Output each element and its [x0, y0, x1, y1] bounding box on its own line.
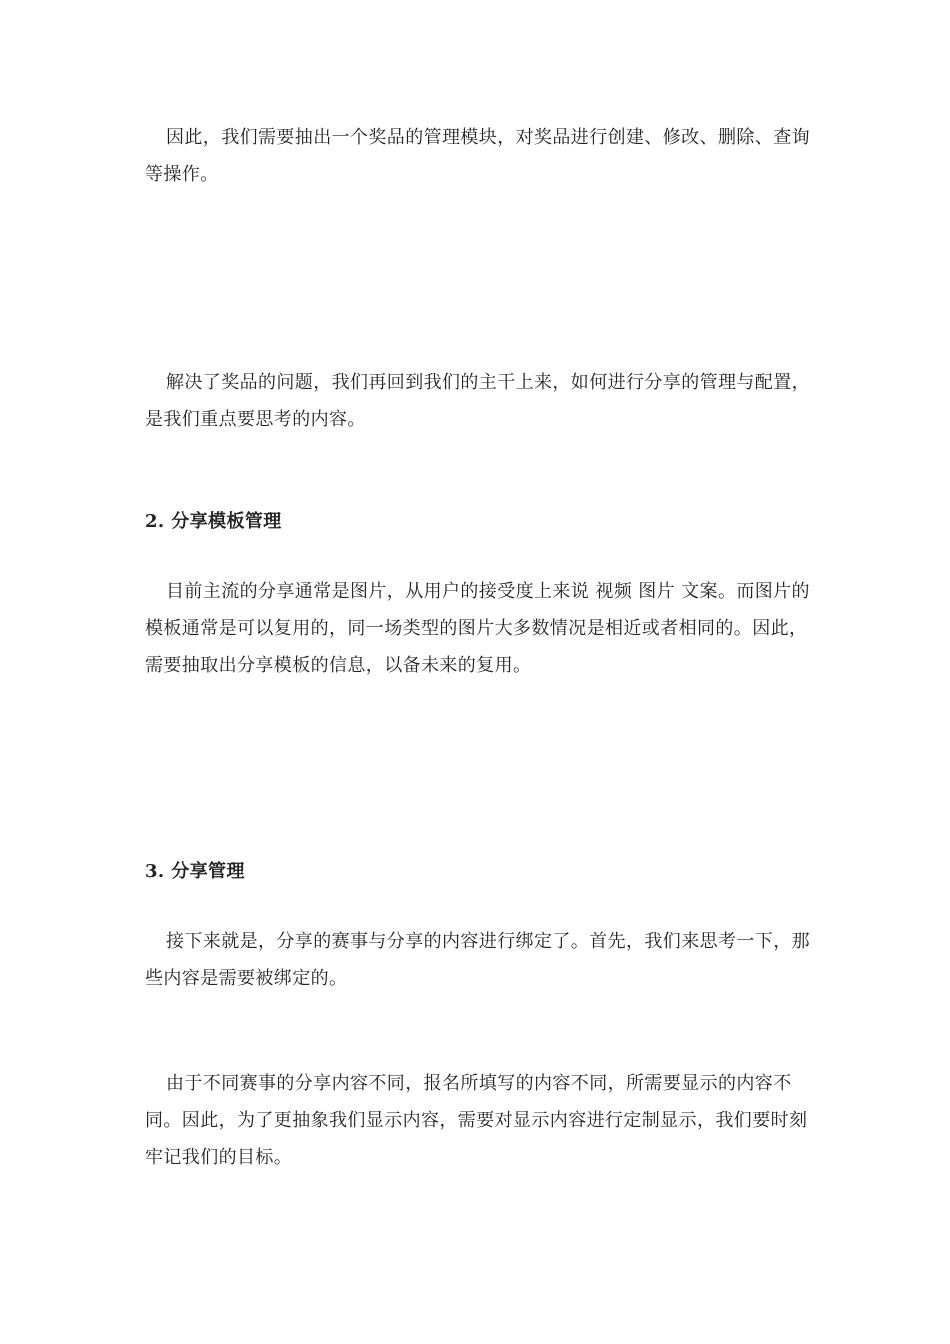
paragraph-prize-management: 因此，我们需要抽出一个奖品的管理模块，对奖品进行创建、修改、删除、查询等操作。 [145, 127, 810, 185]
paragraph-share-template: 目前主流的分享通常是图片，从用户的接受度上来说 视频 图片 文案。而图片的模板通常是可以复用的，同一场类型的图片大多数情况是相近或者相同的。因此，需要抽取出分享模板的信息，以备未来的复用。 [145, 581, 810, 676]
paragraph-share-config: 解决了奖品的问题，我们再回到我们的主干上来，如何进行分享的管理与配置，是我们重点要思考的内容。 [145, 372, 810, 430]
section-heading-share-management: 3. 分享管理 [145, 861, 245, 882]
section-heading-share-template: 2. 分享模板管理 [145, 511, 282, 532]
paragraph-custom-display: 由于不同赛事的分享内容不同，报名所填写的内容不同，所需要显示的内容不同。因此，为了更抽象我们显示内容，需要对显示内容进行定制显示，我们要时刻牢记我们的目标。 [145, 1073, 808, 1168]
paragraph-share-binding: 接下来就是，分享的赛事与分享的内容进行绑定了。首先，我们来思考一下，那些内容是需要被绑定的。 [145, 931, 810, 989]
